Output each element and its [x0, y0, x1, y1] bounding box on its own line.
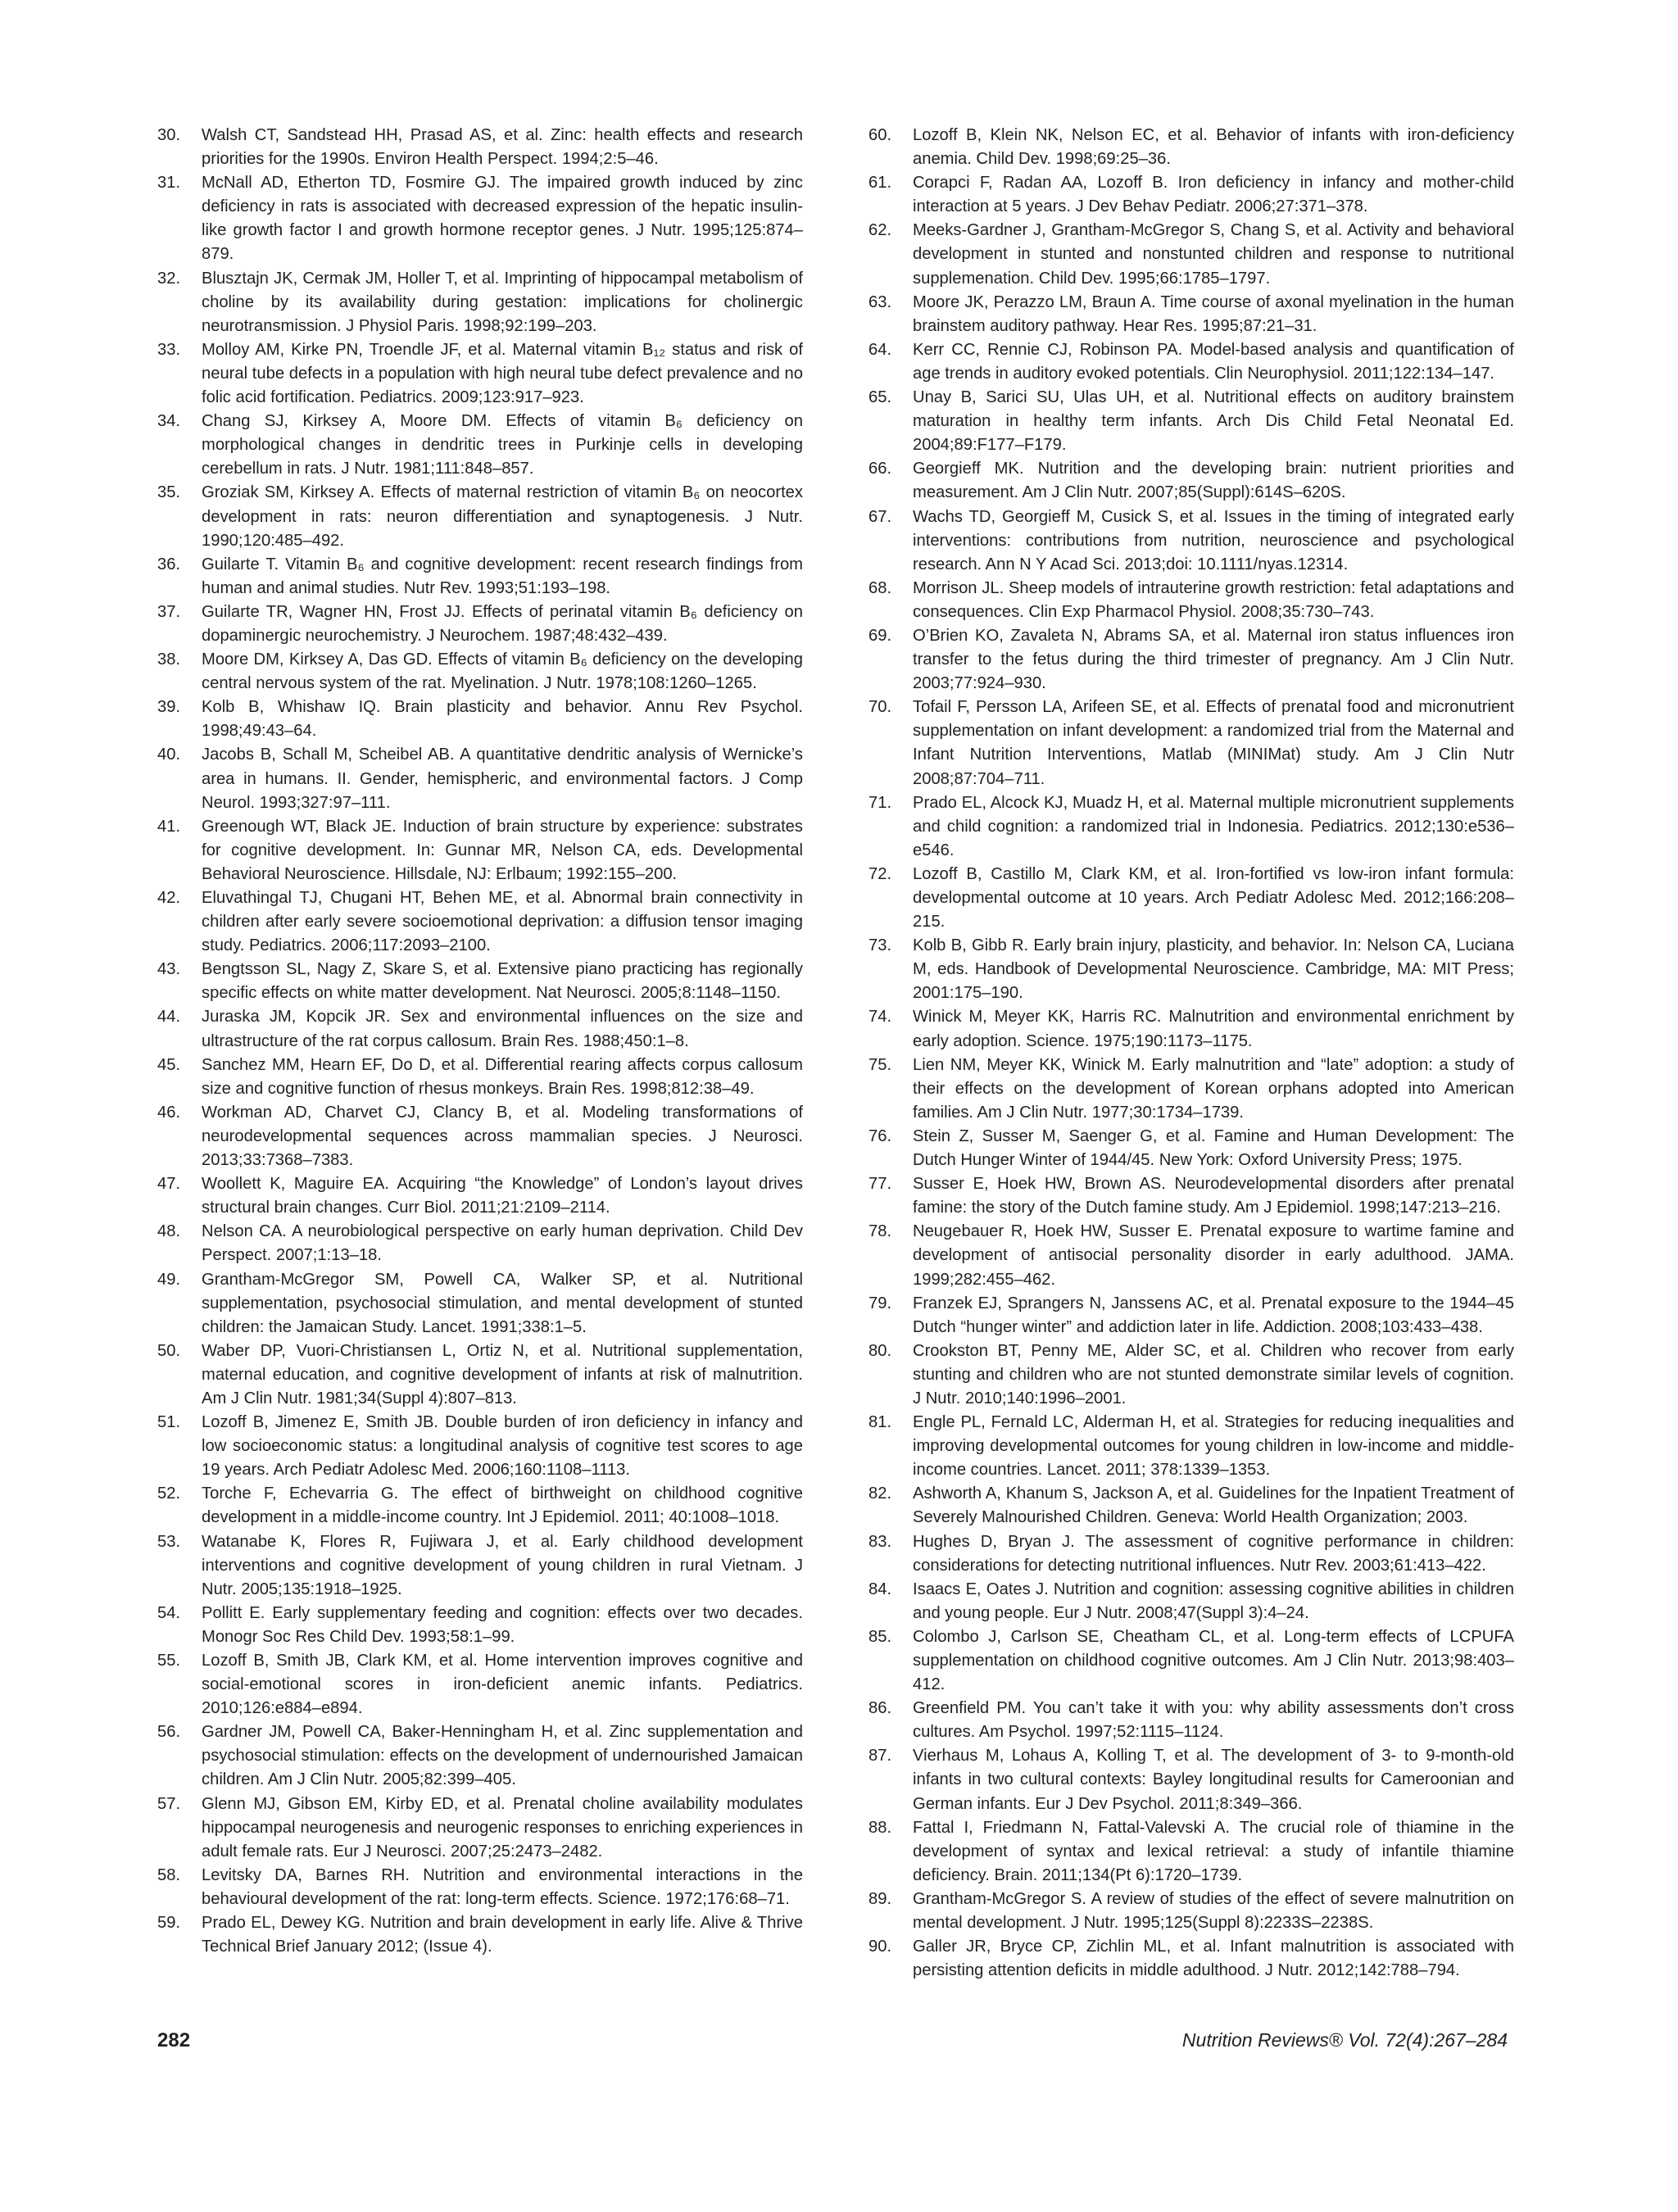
- reference-item: [868, 171, 1514, 219]
- reference-number: 54.: [157, 1603, 181, 1622]
- reference-item: [868, 624, 1514, 696]
- reference-number: 49.: [157, 1270, 181, 1289]
- reference-item: [868, 1482, 1514, 1530]
- reference-number: 38.: [157, 650, 181, 669]
- reference-item: [157, 481, 803, 552]
- reference-item: [157, 743, 803, 814]
- reference-text: Molloy AM, Kirke PN, Troendle JF, et al. Maternal vitamin B₁₂ status and risk of neural tube defects in a population with high neural tube defect prevalence and no folic acid fortification. Pediatrics. 2009;123:917–923.: [202, 340, 803, 407]
- reference-number: 65.: [868, 388, 892, 407]
- reference-text: Isaacs E, Oates J. Nutrition and cognition: assessing cognitive abilities in children and young people. Eur J Nutr. 2008;47(Suppl 3):4–24.: [913, 1580, 1514, 1622]
- reference-number: 44.: [157, 1008, 181, 1027]
- reference-text: Glenn MJ, Gibson EM, Kirby ED, et al. Prenatal choline availability modulates hippocampal neurogenesis and neurogenic responses to enriching experiences in adult female rats. Eur J Neurosci. 2007;25:2473–2482.: [202, 1794, 803, 1861]
- reference-text: Lien NM, Meyer KK, Winick M. Early malnutrition and “late” adoption: a study of their effects on the development of Korean orphans adopted into American families. Am J Clin Nutr. 1977;30:1734–1739.: [913, 1055, 1514, 1122]
- reference-number: 48.: [157, 1222, 181, 1241]
- reference-text: Torche F, Echevarria G. The effect of birthweight on childhood cognitive development in a middle-income country. Int J Epidemiol. 2011; 40:1008–1018.: [202, 1484, 803, 1527]
- reference-number: 81.: [868, 1413, 892, 1432]
- reference-number: 70.: [868, 698, 892, 717]
- reference-text: Guilarte TR, Wagner HN, Frost JJ. Effects of perinatal vitamin B₆ deficiency on dopaminergic neurochemistry. J Neurochem. 1987;48:432–439.: [202, 602, 803, 645]
- reference-item: [157, 1339, 803, 1411]
- reference-text: Moore DM, Kirksey A, Das GD. Effects of vitamin B₆ deficiency on the developing central nervous system of the rat. Myelination. J Nutr. 1978;108:1260–1265.: [202, 650, 803, 693]
- reference-text: Pollitt E. Early supplementary feeding and cognition: effects over two decades. Monogr Soc Res Child Dev. 1993;58:1–99.: [202, 1603, 803, 1646]
- reference-item: [868, 791, 1514, 863]
- reference-item: [157, 1864, 803, 1911]
- reference-number: 74.: [868, 1008, 892, 1027]
- reference-item: [868, 338, 1514, 386]
- reference-text: Franzek EJ, Sprangers N, Janssens AC, et al. Prenatal exposure to the 1944–45 Dutch “hunger winter” and addiction later in life. Addiction. 2008;103:433–438.: [913, 1294, 1514, 1336]
- reference-text: Morrison JL. Sheep models of intrauterine growth restriction: fetal adaptations and consequences. Clin Exp Pharmacol Physiol. 2008;35:730–743.: [913, 578, 1514, 621]
- reference-number: 39.: [157, 698, 181, 717]
- reference-text: Neugebauer R, Hoek HW, Susser E. Prenatal exposure to wartime famine and development of antisocial personality disorder in early adulthood. JAMA. 1999;282:455–462.: [913, 1222, 1514, 1289]
- reference-number: 79.: [868, 1294, 892, 1312]
- reference-number: 52.: [157, 1484, 181, 1503]
- reference-number: 78.: [868, 1222, 892, 1241]
- reference-number: 77.: [868, 1175, 892, 1194]
- reference-number: 84.: [868, 1580, 892, 1598]
- reference-item: [868, 1530, 1514, 1578]
- reference-number: 61.: [868, 174, 892, 193]
- reference-item: [868, 863, 1514, 934]
- reference-number: 86.: [868, 1699, 892, 1718]
- reference-text: O’Brien KO, Zavaleta N, Abrams SA, et al. Maternal iron status influences iron transfer to the fetus during the third trimester of pregnancy. Am J Clin Nutr. 2003;77:924–930.: [913, 626, 1514, 693]
- reference-number: 72.: [868, 864, 892, 883]
- reference-item: [157, 1793, 803, 1864]
- reference-number: 46.: [157, 1103, 181, 1122]
- reference-text: Crookston BT, Penny ME, Alder SC, et al. Children who recover from early stunting and children who are not stunted demonstrate similar levels of cognition. J Nutr. 2010;140:1996–2001.: [913, 1341, 1514, 1407]
- reference-number: 83.: [868, 1532, 892, 1551]
- reference-text: McNall AD, Etherton TD, Fosmire GJ. The impaired growth induced by zinc deficiency in rats is associated with decreased expression of the hepatic insulin-like growth factor I and growth hormone receptor genes. J Nutr. 1995;125:874–879.: [202, 174, 803, 264]
- reference-text: Walsh CT, Sandstead HH, Prasad AS, et al. Zinc: health effects and research priorities for the 1990s. Environ Health Perspect. 1994;2:5–46.: [202, 126, 803, 169]
- reference-number: 53.: [157, 1532, 181, 1551]
- reference-number: 76.: [868, 1126, 892, 1145]
- reference-item: [157, 1101, 803, 1172]
- reference-item: [868, 934, 1514, 1005]
- reference-text: Kolb B, Gibb R. Early brain injury, plasticity, and behavior. In: Nelson CA, Luciana M, eds. Handbook of Developmental Neuroscience. Cambridge, MA: MIT Press; 2001:175–190.: [913, 936, 1514, 1003]
- reference-number: 73.: [868, 936, 892, 955]
- reference-text: Lozoff B, Castillo M, Clark KM, et al. Iron-fortified vs low-iron infant formula: developmental outcome at 10 years. Arch Pediatr Adolesc Med. 2012;166:208–215.: [913, 864, 1514, 931]
- reference-item: [868, 1005, 1514, 1053]
- reference-number: 87.: [868, 1747, 892, 1766]
- reference-number: 75.: [868, 1055, 892, 1074]
- reference-item: [157, 815, 803, 886]
- reference-item: [868, 1054, 1514, 1125]
- reference-number: 71.: [868, 793, 892, 812]
- reference-item: [157, 171, 803, 266]
- reference-text: Bengtsson SL, Nagy Z, Skare S, et al. Extensive piano practicing has regionally specific effects on white matter development. Nat Neurosci. 2005;8:1148–1150.: [202, 960, 803, 1003]
- reference-text: Guilarte T. Vitamin B₆ and cognitive development: recent research findings from human and animal studies. Nutr Rev. 1993;51:193–198.: [202, 555, 803, 597]
- reference-text: Gardner JM, Powell CA, Baker-Henningham H, et al. Zinc supplementation and psychosocial stimulation: effects on the development of undernourished Jamaican children. Am J Clin Nutr. 2005;82:399–405.: [202, 1723, 803, 1789]
- reference-item: [868, 1172, 1514, 1220]
- reference-text: Workman AD, Charvet CJ, Clancy B, et al. Modeling transformations of neurodevelopmental sequences across mammalian species. J Neurosci. 2013;33:7368–7383.: [202, 1103, 803, 1170]
- reference-text: Watanabe K, Flores R, Fujiwara J, et al. Early childhood development interventions and cognitive development of young children in rural Vietnam. J Nutr. 2005;135:1918–1925.: [202, 1532, 803, 1598]
- reference-number: 36.: [157, 555, 181, 573]
- reference-number: 59.: [157, 1914, 181, 1933]
- reference-item: [868, 577, 1514, 624]
- reference-item: [157, 1602, 803, 1649]
- reference-item: [868, 1339, 1514, 1411]
- reference-text: Corapci F, Radan AA, Lozoff B. Iron deficiency in infancy and mother-child interaction at 5 years. J Dev Behav Pediatr. 2006;27:371–378.: [913, 174, 1514, 216]
- reference-number: 64.: [868, 340, 892, 359]
- reference-item: [868, 505, 1514, 577]
- reference-item: [868, 1625, 1514, 1697]
- reference-item: [868, 386, 1514, 457]
- reference-item: [868, 1220, 1514, 1291]
- reference-number: 67.: [868, 507, 892, 526]
- reference-item: [157, 696, 803, 743]
- reference-number: 69.: [868, 626, 892, 645]
- reference-number: 66.: [868, 460, 892, 478]
- reference-text: Blusztajn JK, Cermak JM, Holler T, et al. Imprinting of hippocampal metabolism of choline by its availability during gestation: implications for cholinergic neurotransmission. J Physiol Paris. 1998;92:199–203.: [202, 269, 803, 335]
- reference-text: Greenough WT, Black JE. Induction of brain structure by experience: substrates for cognitive development. In: Gunnar MR, Nelson CA, eds. Developmental Behavioral Neuroscience. Hillsdale, NJ: Erlbaum; 1992:155–200.: [202, 817, 803, 883]
- reference-text: Winick M, Meyer KK, Harris RC. Malnutrition and environmental enrichment by early adoption. Science. 1975;190:1173–1175.: [913, 1008, 1514, 1050]
- reference-text: Greenfield PM. You can’t take it with you: why ability assessments don’t cross cultures. Am Psychol. 1997;52:1115–1124.: [913, 1699, 1514, 1742]
- reference-number: 51.: [157, 1413, 181, 1432]
- reference-item: [157, 1482, 803, 1530]
- reference-number: 50.: [157, 1341, 181, 1360]
- reference-item: [157, 1720, 803, 1792]
- reference-text: Eluvathingal TJ, Chugani HT, Behen ME, et al. Abnormal brain connectivity in children after early severe socioemotional deprivation: a diffusion tensor imaging study. Pediatrics. 2006;117:2093–2100.: [202, 889, 803, 955]
- reference-number: 37.: [157, 602, 181, 621]
- reference-text: Moore JK, Perazzo LM, Braun A. Time course of axonal myelination in the human brainstem auditory pathway. Hear Res. 1995;87:21–31.: [913, 292, 1514, 335]
- reference-item: [868, 457, 1514, 505]
- reference-number: 90.: [868, 1938, 892, 1956]
- reference-text: Prado EL, Alcock KJ, Muadz H, et al. Maternal multiple micronutrient supplements and child cognition: a randomized trial in Indonesia. Pediatrics. 2012;130:e536–e546.: [913, 793, 1514, 859]
- reference-item: [868, 1411, 1514, 1482]
- reference-item: [868, 1697, 1514, 1744]
- reference-item: [868, 1578, 1514, 1625]
- reference-text: Grantham-McGregor S. A review of studies of the effect of severe malnutrition on mental development. J Nutr. 1995;125(Suppl 8):2233S–2238S.: [913, 1889, 1514, 1933]
- reference-item: [157, 1268, 803, 1339]
- reference-text: Woollett K, Maguire EA. Acquiring “the Knowledge” of London’s layout drives structural brain changes. Curr Biol. 2011;21:2109–2114.: [202, 1175, 803, 1217]
- reference-item: [157, 338, 803, 410]
- reference-text: Sanchez MM, Hearn EF, Do D, et al. Differential rearing affects corpus callosum size and cognitive function of rhesus monkeys. Brain Res. 1998;812:38–49.: [202, 1055, 803, 1098]
- reference-text: Susser E, Hoek HW, Brown AS. Neurodevelopmental disorders after prenatal famine: the story of the Dutch famine study. Am J Epidemiol. 1998;147:213–216.: [913, 1175, 1514, 1217]
- reference-list-left: [157, 124, 803, 1959]
- reference-number: 63.: [868, 292, 892, 311]
- reference-text: Colombo J, Carlson SE, Cheatham CL, et al. Long-term effects of LCPUFA supplementation on childhood cognitive outcomes. Am J Clin Nutr. 2013;98:403–412.: [913, 1627, 1514, 1694]
- reference-item: [868, 1816, 1514, 1888]
- reference-item: [157, 1530, 803, 1602]
- reference-number: 43.: [157, 960, 181, 979]
- reference-item: [157, 1649, 803, 1720]
- reference-number: 30.: [157, 126, 181, 144]
- reference-number: 58.: [157, 1865, 181, 1884]
- reference-number: 33.: [157, 340, 181, 359]
- reference-item: [868, 291, 1514, 338]
- reference-text: Jacobs B, Schall M, Scheibel AB. A quantitative dendritic analysis of Wernicke’s area in humans. II. Gender, hemispheric, and environmental factors. J Comp Neurol. 1993;327:97–111.: [202, 746, 803, 812]
- reference-number: 47.: [157, 1175, 181, 1194]
- reference-number: 88.: [868, 1818, 892, 1837]
- reference-item: [868, 1935, 1514, 1983]
- reference-text: Unay B, Sarici SU, Ulas UH, et al. Nutritional effects on auditory brainstem maturation in healthy term infants. Arch Dis Child Fetal Neonatal Ed. 2004;89:F177–F179.: [913, 388, 1514, 455]
- reference-item: [868, 124, 1514, 171]
- reference-text: Tofail F, Persson LA, Arifeen SE, et al. Effects of prenatal food and micronutrient supplementation on infant development: a randomized trial from the Maternal and Infant Nutrition Interventions, Matlab (MINIMat) study. Am J Clin Nutr 2008;87:704–711.: [913, 698, 1514, 788]
- reference-item: [868, 696, 1514, 791]
- reference-text: Prado EL, Dewey KG. Nutrition and brain development in early life. Alive & Thrive Technical Brief January 2012; (Issue 4).: [202, 1914, 803, 1956]
- reference-number: 62.: [868, 221, 892, 240]
- reference-text: Wachs TD, Georgieff M, Cusick S, et al. Issues in the timing of integrated early interventions: contributions from nutrition, neuroscience and psychological research. Ann N Y Acad Sci. 2013;doi: 10.1111/nyas.12314.: [913, 507, 1514, 573]
- reference-item: [868, 1292, 1514, 1339]
- reference-text: Vierhaus M, Lohaus A, Kolling T, et al. The development of 3- to 9-month-old infants in two cultural contexts: Bayley longitudinal results for Cameroonian and German infants. Eur J Dev Psychol. 2011;8:349–366.: [913, 1747, 1514, 1813]
- reference-number: 57.: [157, 1794, 181, 1813]
- reference-item: [868, 219, 1514, 290]
- reference-item: [157, 553, 803, 601]
- reference-number: 60.: [868, 126, 892, 144]
- reference-item: [157, 1005, 803, 1053]
- reference-item: [868, 1888, 1514, 1935]
- reference-text: Grantham-McGregor SM, Powell CA, Walker SP, et al. Nutritional supplementation, psychosocial stimulation, and mental development of stunted children: the Jamaican Study. Lancet. 1991;338:1–5.: [202, 1270, 803, 1336]
- reference-number: 85.: [868, 1627, 892, 1646]
- reference-text: Kolb B, Whishaw IQ. Brain plasticity and behavior. Annu Rev Psychol. 1998;49:43–64.: [202, 698, 803, 741]
- reference-text: Kerr CC, Rennie CJ, Robinson PA. Model-based analysis and quantification of age trends in auditory evoked potentials. Clin Neurophysiol. 2011;122:134–147.: [913, 340, 1514, 383]
- reference-number: 32.: [157, 269, 181, 288]
- reference-number: 41.: [157, 817, 181, 836]
- reference-text: Fattal I, Friedmann N, Fattal-Valevski A. The crucial role of thiamine in the development of syntax and lexical retrieval: a study of infantile thiamine deficiency. Brain. 2011;134(Pt 6):1720–1739.: [913, 1818, 1514, 1884]
- reference-item: [157, 1411, 803, 1482]
- reference-number: 56.: [157, 1723, 181, 1742]
- reference-item: [868, 1744, 1514, 1815]
- reference-number: 31.: [157, 174, 181, 193]
- reference-text: Meeks-Gardner J, Grantham-McGregor S, Chang S, et al. Activity and behavioral development in stunted and nonstunted children and response to nutritional supplemenation. Child Dev. 1995;66:1785–1797.: [913, 221, 1514, 288]
- reference-number: 35.: [157, 483, 181, 502]
- reference-number: 82.: [868, 1484, 892, 1503]
- reference-text: Galler JR, Bryce CP, Zichlin ML, et al. Infant malnutrition is associated with persisting attention deficits in middle adulthood. J Nutr. 2012;142:788–794.: [913, 1938, 1514, 1980]
- reference-item: [157, 1220, 803, 1267]
- reference-item: [157, 1172, 803, 1220]
- reference-item: [157, 410, 803, 481]
- reference-text: Hughes D, Bryan J. The assessment of cognitive performance in children: considerations for detecting nutritional influences. Nutr Rev. 2003;61:413–422.: [913, 1532, 1514, 1575]
- reference-list-right: [868, 124, 1514, 1983]
- page-number: 282: [157, 2029, 191, 2051]
- reference-text: Ashworth A, Khanum S, Jackson A, et al. Guidelines for the Inpatient Treatment of Severely Malnourished Children. Geneva: World Health Organization; 2003.: [913, 1484, 1514, 1527]
- reference-number: 42.: [157, 889, 181, 907]
- reference-item: [157, 601, 803, 648]
- reference-text: Lozoff B, Smith JB, Clark KM, et al. Home intervention improves cognitive and social-emotional scores in iron-deficient anemic infants. Pediatrics. 2010;126:e884–e894.: [202, 1652, 803, 1718]
- reference-item: [157, 886, 803, 958]
- journal-citation: Nutrition Reviews® Vol. 72(4):267–284: [1181, 2029, 1508, 2051]
- reference-item: [157, 267, 803, 338]
- reference-text: Chang SJ, Kirksey A, Moore DM. Effects of vitamin B₆ deficiency on morphological changes in dendritic trees in Purkinje cells in developing cerebellum in rats. J Nutr. 1981;111:848–857.: [202, 412, 803, 478]
- reference-text: Georgieff MK. Nutrition and the developing brain: nutrient priorities and measurement. Am J Clin Nutr. 2007;85(Suppl):614S–620S.: [913, 460, 1514, 502]
- reference-number: 55.: [157, 1652, 181, 1670]
- reference-text: Engle PL, Fernald LC, Alderman H, et al. Strategies for reducing inequalities and improving developmental outcomes for young children in low-income and middle-income countries. Lancet. 2011; 378:1339–1353.: [913, 1413, 1514, 1480]
- reference-number: 40.: [157, 746, 181, 764]
- reference-number: 34.: [157, 412, 181, 431]
- reference-text: Stein Z, Susser M, Saenger G, et al. Famine and Human Development: The Dutch Hunger Winter of 1944/45. New York: Oxford University Press; 1975.: [913, 1126, 1514, 1170]
- reference-text: Nelson CA. A neurobiological perspective on early human deprivation. Child Dev Perspect. 2007;1:13–18.: [202, 1222, 803, 1265]
- reference-text: Lozoff B, Jimenez E, Smith JB. Double burden of iron deficiency in infancy and low socioeconomic status: a longitudinal analysis of cognitive test scores to age 19 years. Arch Pediatr Adolesc Med. 2006;160:1108–1113.: [202, 1413, 803, 1480]
- reference-item: [157, 1911, 803, 1959]
- reference-number: 89.: [868, 1889, 892, 1908]
- reference-text: Groziak SM, Kirksey A. Effects of maternal restriction of vitamin B₆ on neocortex development in rats: neuron differentiation and synaptogenesis. J Nutr. 1990;120:485–492.: [202, 483, 803, 550]
- reference-item: [157, 958, 803, 1005]
- reference-text: Levitsky DA, Barnes RH. Nutrition and environmental interactions in the behavioural development of the rat: long-term effects. Science. 1972;176:68–71.: [202, 1865, 803, 1908]
- reference-text: Juraska JM, Kopcik JR. Sex and environmental influences on the size and ultrastructure of the rat corpus callosum. Brain Res. 1988;450:1–8.: [202, 1008, 803, 1050]
- reference-number: 45.: [157, 1055, 181, 1074]
- reference-number: 68.: [868, 578, 892, 597]
- reference-number: 80.: [868, 1341, 892, 1360]
- reference-text: Waber DP, Vuori-Christiansen L, Ortiz N, et al. Nutritional supplementation, maternal education, and cognitive development of infants at risk of malnutrition. Am J Clin Nutr. 1981;34(Suppl 4):807–813.: [202, 1341, 803, 1407]
- reference-text: Lozoff B, Klein NK, Nelson EC, et al. Behavior of infants with iron-deficiency anemia. Child Dev. 1998;69:25–36.: [913, 126, 1514, 169]
- reference-item: [157, 124, 803, 171]
- reference-item: [157, 648, 803, 696]
- reference-item: [157, 1054, 803, 1101]
- reference-item: [868, 1125, 1514, 1172]
